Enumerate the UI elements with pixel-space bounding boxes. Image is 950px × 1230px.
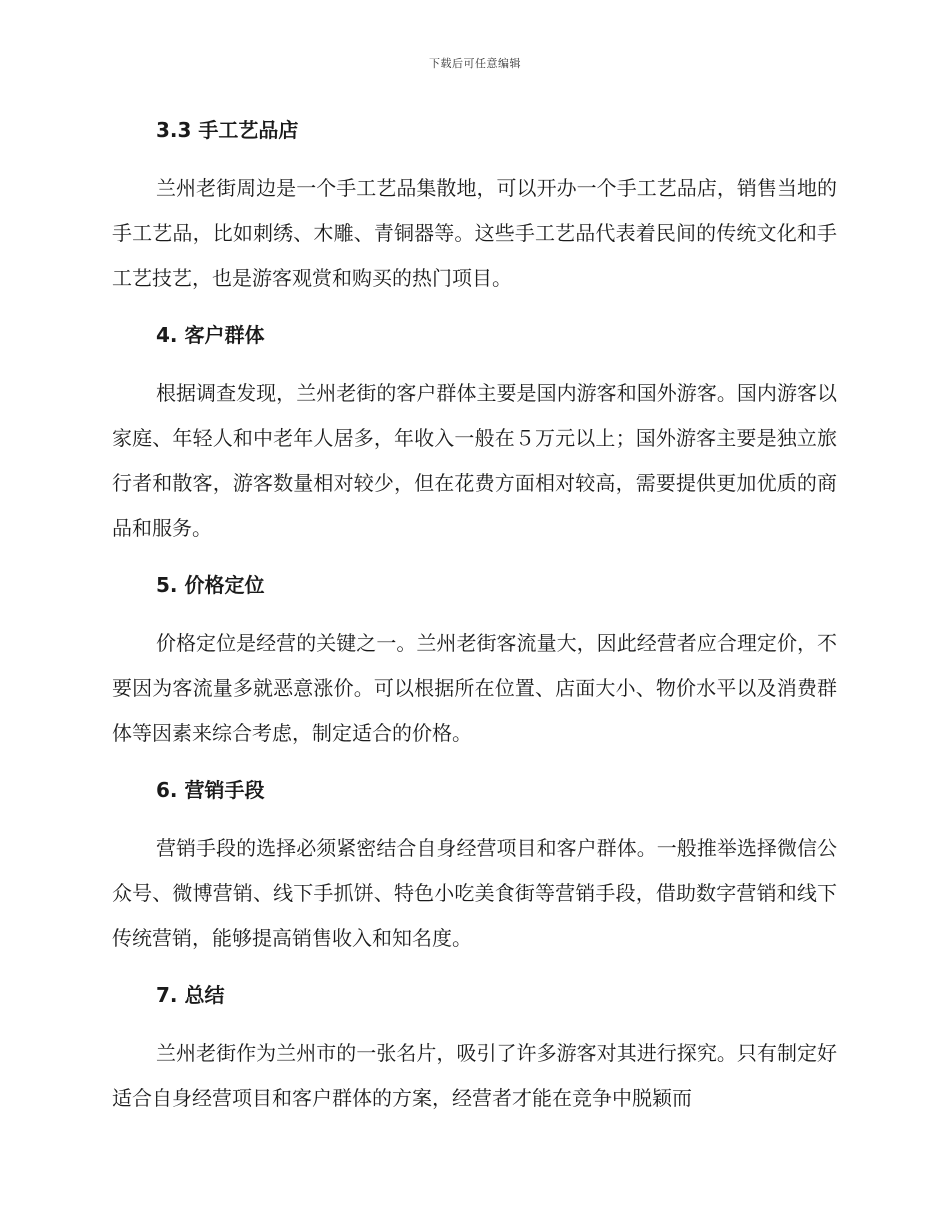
section-heading-5: 5. 价格定位 bbox=[156, 573, 265, 597]
section-paragraph-6: 营销手段的选择必须紧密结合自身经营项目和客户群体。一般推举选择微信公众号、微博营销、线下手抓饼、特色小吃美食街等营销手段，借助数字营销和线下传统营销，能够提高销售收入和知名度。 bbox=[112, 836, 837, 950]
section-heading-4: 4. 客户群体 bbox=[156, 323, 265, 347]
document-body bbox=[112, 113, 837, 1121]
section-paragraph-3-3: 兰州老街周边是一个手工艺品集散地，可以开办一个手工艺品店，销售当地的手工艺品，比如刺绣、木雕、青铜器等。这些手工艺品代表着民间的传统文化和手工艺技艺，也是游客观赏和购买的热门项目。 bbox=[112, 176, 837, 290]
section-heading-7: 7. 总结 bbox=[156, 983, 225, 1007]
header-note: 下载后可任意编辑 bbox=[429, 57, 521, 70]
section-heading-3-3: 3.3 手工艺品店 bbox=[156, 118, 299, 142]
section-paragraph-4: 根据调查发现，兰州老街的客户群体主要是国内游客和国外游客。国内游客以家庭、年轻人和中老年人居多，年收入一般在５万元以上；国外游客主要是独立旅行者和散客，游客数量相对较少，但在花费方面相对较高，需要提供更加优质的商品和服务。 bbox=[112, 381, 837, 540]
section-paragraph-7: 兰州老街作为兰州市的一张名片，吸引了许多游客对其进行探究。只有制定好适合自身经营项目和客户群体的方案，经营者才能在竞争中脱颖而 bbox=[112, 1041, 837, 1110]
section-paragraph-5: 价格定位是经营的关键之一。兰州老街客流量大，因此经营者应合理定价，不要因为客流量多就恶意涨价。可以根据所在位置、店面大小、物价水平以及消费群体等因素来综合考虑，制定适合的价格。 bbox=[112, 631, 837, 745]
section-heading-6: 6. 营销手段 bbox=[156, 778, 265, 802]
